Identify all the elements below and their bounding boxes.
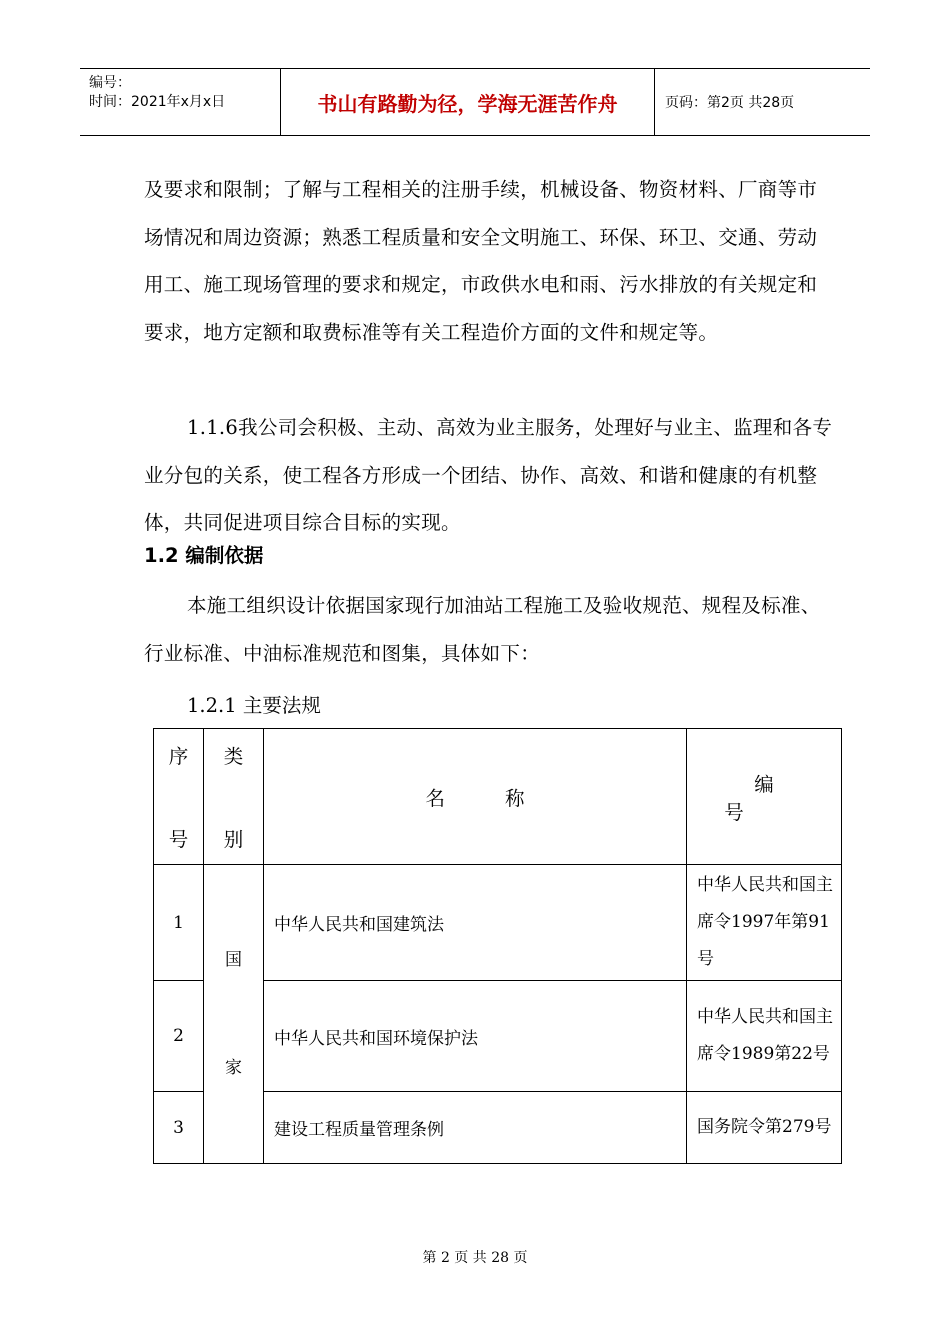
- table-header-row: [154, 729, 842, 865]
- header-cat-top: 类: [223, 745, 244, 768]
- row-name: 中华人民共和国环境保护法: [264, 981, 687, 1092]
- row-code: 中华人民共和国主席令1997年第91号: [687, 865, 842, 981]
- page-header: [80, 68, 870, 136]
- row-name: 建设工程质量管理条例: [264, 1092, 687, 1164]
- doc-time-label: 时间：2021年x月x日: [89, 94, 226, 110]
- page-footer: 第 2 页 共 28 页: [422, 1250, 528, 1266]
- header-meta-cell: [80, 69, 281, 135]
- row-name: 中华人民共和国建筑法: [264, 865, 687, 981]
- row-seq: 2: [154, 981, 204, 1092]
- doc-number-label: 编号：: [89, 75, 131, 91]
- header-page-number: 页码：第2页 共28页: [665, 95, 795, 111]
- paragraph-service: 1.1.6我公司会积极、主动、高效为业主服务，处理好与业主、监理和各专业分包的关系，使工程各方形成一个团结、协作、高效、和谐和健康的有机整体，共同促进项目综合目标的实现。: [144, 416, 833, 534]
- table-row: [154, 865, 842, 981]
- regulations-table: [153, 728, 842, 1164]
- header-seq: [154, 729, 204, 865]
- row-code: 中华人民共和国主席令1989第22号: [687, 981, 842, 1092]
- category-cell: [204, 865, 264, 1164]
- row-seq: 1: [154, 865, 204, 981]
- category-top: 国: [225, 950, 242, 970]
- row-code: 国务院令第279号: [687, 1092, 842, 1164]
- header-slogan: 书山有路勤为径，学海无涯苦作舟: [281, 69, 655, 135]
- paragraph-requirements: 及要求和限制；了解与工程相关的注册手续，机械设备、物资材料、厂商等市场情况和周边资源；熟悉工程质量和安全文明施工、环保、环卫、交通、劳动用工、施工现场管理的要求和规定，市政供水电和雨、污水排放的有关规定和要求，地方定额和取费标准等有关工程造价方面的文件和规定等。: [144, 178, 818, 344]
- section-heading: 1.2 编制依据: [144, 544, 264, 567]
- header-seq-bottom: 号: [168, 828, 189, 851]
- header-seq-top: 序: [168, 745, 189, 768]
- paragraph-basis: 本施工组织设计依据国家现行加油站工程施工及验收规范、规程及标准、行业标准、中油标准规范和图集，具体如下：: [144, 594, 821, 665]
- row-seq: 3: [154, 1092, 204, 1164]
- header-name: 名称: [264, 729, 687, 865]
- header-cat-bottom: 别: [223, 828, 244, 851]
- category-bottom: 家: [225, 1058, 242, 1078]
- header-category: [204, 729, 264, 865]
- subsection-heading: 1.2.1 主要法规: [187, 694, 321, 717]
- header-code: 编号: [687, 729, 842, 865]
